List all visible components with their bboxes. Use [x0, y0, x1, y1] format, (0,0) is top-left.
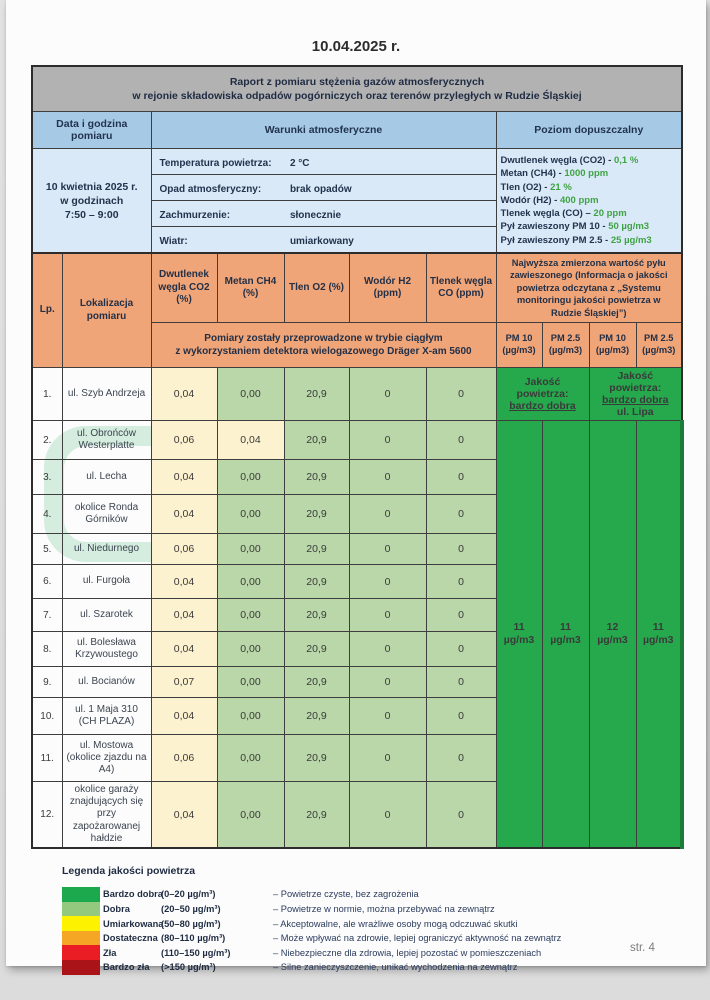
header-h2: Wodór H2 (ppm)	[349, 253, 426, 323]
limit-item: Metan (CH4) - 1000 ppm	[500, 168, 609, 180]
legend-item: Bardzo dobra (0–20 µg/m³) – Powietrze czyste, bez zagrożenia	[62, 887, 706, 902]
legend-color-swatch	[62, 960, 100, 975]
report-title-line1: Raport z pomiaru stężenia gazów atmosferycznych	[229, 76, 485, 88]
report-info-table	[31, 65, 683, 254]
legend-color-swatch	[62, 916, 100, 931]
report-date-title: 10.04.2025 r.	[311, 38, 401, 55]
header-co: Tlenek węgla CO (ppm)	[426, 253, 496, 323]
limit-item: Wodór (H2) - 400 ppm	[500, 194, 599, 206]
table-row: 7. ul. Szarotek 0,04 0,00 20,9 0 0	[32, 599, 682, 632]
limit-item: Tlen (O2) - 21 %	[500, 181, 572, 193]
report-title-line2: w rejonie składowiska odpadów pogórniczych oraz terenów przyległych w Rudzie Śląskiej	[132, 90, 582, 102]
header-co2: Dwutlenek węgla CO2 (%)	[151, 253, 217, 323]
header-pm25-a: PM 2.5 (µg/m3)	[542, 323, 589, 368]
limit-item: Pył zawieszony PM 2.5 - 25 µg/m3	[500, 234, 652, 246]
pm25-measured-value: 11 µg/m3	[542, 421, 589, 849]
table-row: 3. ul. Lecha 0,04 0,00 20,9 0 0	[32, 460, 682, 495]
table-row: 1. ul. Szyb Andrzeja 0,04 0,00 20,9 0 0 Jakość powietrza: bardzo dobra Jakość powietrza: bardzo dobra ul. Lipa	[32, 368, 682, 421]
legend-color-swatch	[62, 902, 100, 917]
pm25-measured-value-lipa: 11 µg/m3	[636, 421, 682, 849]
header-pm25-b: PM 2.5 (µg/m3)	[636, 323, 682, 368]
header-pm-info: Najwyższa zmierzona wartość pyłu zawieszonego (Informacja o jakości powietrza odczytana z „Systemu monitoringu jakości powietrza w Rudzie Śląskiej”)	[496, 253, 682, 323]
legend-item: Bardzo zła (>150 µg/m³) – Silne zanieczyszczenie, unikać wychodzenia na zewnątrz	[62, 960, 706, 975]
date-line2: w godzinach	[60, 194, 124, 207]
report-title	[32, 66, 682, 112]
column-header-date: Data i godzina pomiaru	[32, 112, 151, 149]
measurement-datetime	[32, 149, 151, 254]
legend-title: Legenda jakości powietrza	[62, 865, 196, 878]
limit-values	[496, 149, 682, 254]
pm10-measured-value: 11 µg/m3	[496, 421, 542, 849]
legend-item: Dostateczna (80–110 µg/m³) – Może wpływać na zdrowie, lepiej ograniczyć aktywność na zewnątrz	[62, 931, 706, 946]
header-pm10-b: PM 10 (µg/m3)	[589, 323, 636, 368]
air-quality-badge-left: Jakość powietrza: bardzo dobra	[496, 368, 589, 421]
table-row: 6. ul. Furgoła 0,04 0,00 20,9 0 0	[32, 565, 682, 599]
pm10-measured-value-lipa: 12 µg/m3	[589, 421, 636, 849]
limit-item: Dwutlenek węgla (CO2) - 0,1 %	[500, 155, 639, 167]
table-row: 8. ul. Bolesława Krzywoustego 0,04 0,00 20,9 0 0	[32, 632, 682, 667]
table-row: 5. ul. Niedurnego 0,06 0,00 20,9 0 0	[32, 534, 682, 565]
legend-item: Zła (110–150 µg/m³) – Niebezpieczne dla zdrowia, lepiej pozostać w pomieszczeniach	[62, 945, 706, 960]
header-ch4: Metan CH4 (%)	[217, 253, 284, 323]
table-row: 11. ul. Mostowa (okolice zjazdu na A4) 0,06 0,00 20,9 0 0	[32, 735, 682, 782]
weather-precipitation: Opad atmosferyczny: brak opadów	[151, 175, 496, 201]
page-number: str. 4	[630, 942, 655, 954]
legend-color-swatch	[62, 887, 100, 902]
document-page	[6, 0, 706, 973]
header-lp: Lp.	[32, 253, 62, 368]
limit-item: Tlenek węgla (CO) – 20 ppm	[500, 208, 627, 220]
table-row: 2. ul. Obrońców Westerplatte 0,06 0,04 20,9 0 0 11 µg/m3 11 µg/m3 12 µg/m3 11 µg/m3	[32, 421, 682, 460]
legend-item: Dobra (20–50 µg/m³) – Powietrze w normie, można przebywać na zewnątrz	[62, 902, 706, 917]
limit-item: Pył zawieszony PM 10 - 50 µg/m3	[500, 221, 650, 233]
method-note: Pomiary zostały przeprowadzone w trybie ciągłym z wykorzystaniem detektora wielogazowego Dräger X-am 5600	[151, 323, 496, 368]
legend-color-swatch	[62, 945, 100, 960]
table-row: 12. okolice garaży znajdujących się przy zapożarowanej hałdzie 0,04 0,00 20,9 0 0	[32, 782, 682, 849]
column-header-limits: Poziom dopuszczalny	[496, 112, 682, 149]
measurements-table	[31, 252, 684, 849]
header-location: Lokalizacja pomiaru	[62, 253, 151, 368]
air-quality-badge-right: Jakość powietrza: bardzo dobra ul. Lipa	[589, 368, 682, 421]
legend-item: Umiarkowana (50–80 µg/m³) – Akceptowalne, ale wrażliwe osoby mogą odczuwać skutki	[62, 916, 706, 931]
date-line1: 10 kwietnia 2025 r.	[45, 180, 138, 193]
weather-temperature: Temperatura powietrza: 2 °C	[151, 149, 496, 175]
header-o2: Tlen O2 (%)	[284, 253, 349, 323]
weather-wind: Wiatr: umiarkowany	[151, 227, 496, 254]
table-row: 4. okolice Ronda Górników 0,04 0,00 20,9 0 0	[32, 495, 682, 534]
table-row: 10. ul. 1 Maja 310 (CH PLAZA) 0,04 0,00 20,9 0 0	[32, 698, 682, 735]
table-row: 9. ul. Bocianów 0,07 0,00 20,9 0 0	[32, 667, 682, 698]
header-pm10-a: PM 10 (µg/m3)	[496, 323, 542, 368]
weather-cloudiness: Zachmurzenie: słonecznie	[151, 201, 496, 227]
column-header-weather: Warunki atmosferyczne	[151, 112, 496, 149]
legend-color-swatch	[62, 931, 100, 946]
air-quality-legend	[62, 865, 706, 975]
date-line3: 7:50 – 9:00	[64, 208, 119, 221]
